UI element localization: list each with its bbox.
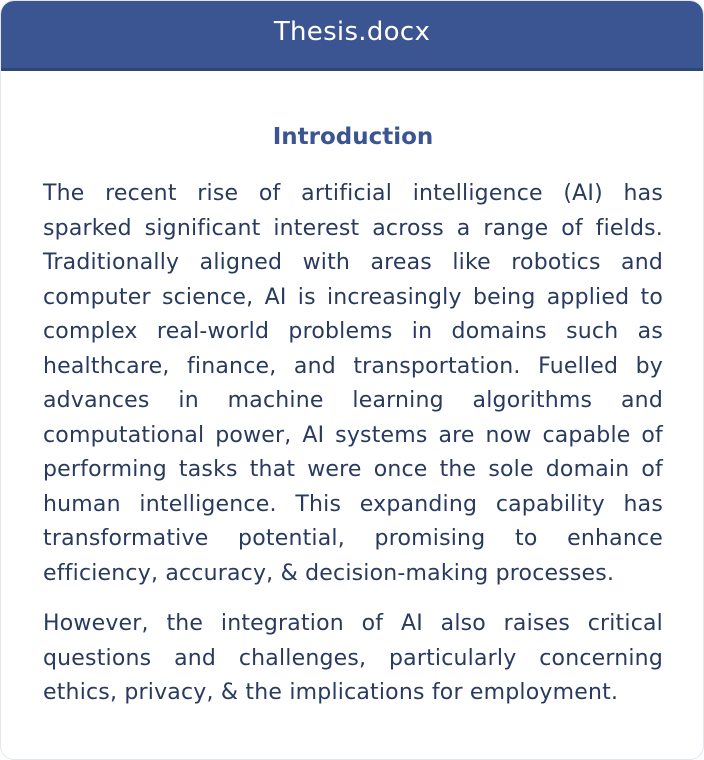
section-heading: Introduction bbox=[272, 124, 434, 150]
document-title: Thesis.docx bbox=[273, 16, 431, 47]
title-bar bbox=[1, 1, 703, 71]
paragraph-1: The recent rise of artificial intelligence (AI) has sparked significant interest across a range of fields. Traditionally aligned with areas like robotics and computer science, AI is increasingly being applied to complex real-world problems in domains such as healthcare, finance, and transportation. Fuelled by advances in machine learning algorithms and computational power, AI systems are now capable of performing tasks that were once the sole domain of human intelligence. This expanding capability has transformative potential, promising to enhance efficiency, accuracy, & decision-making processes. bbox=[43, 181, 663, 586]
paragraph-2: However, the integration of AI also raises critical questions and challenges, particularly concerning ethics, privacy, & the implications for employment. bbox=[43, 611, 663, 705]
document-body[interactable] bbox=[43, 119, 663, 711]
